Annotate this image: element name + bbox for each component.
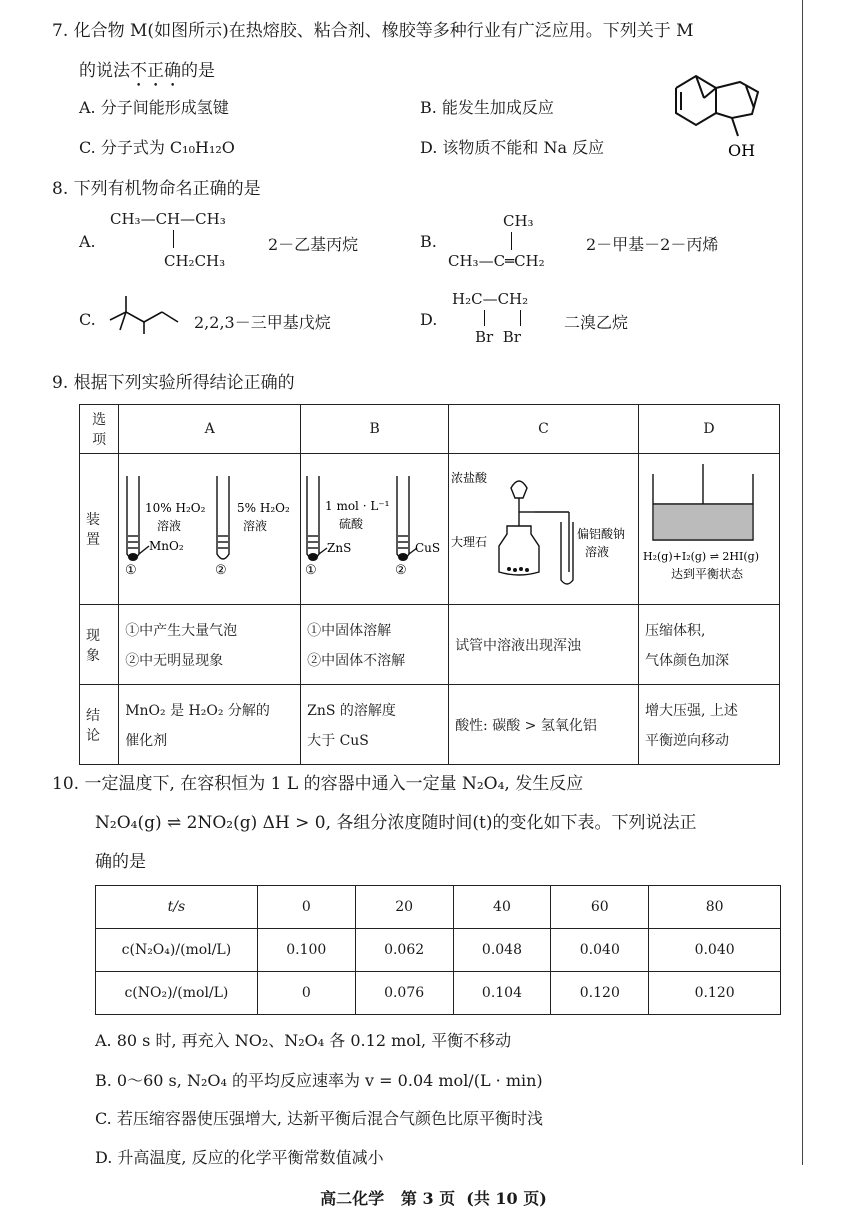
phenomenon-c xyxy=(449,605,639,685)
table-header-cell: 60 xyxy=(551,886,649,929)
table-header-cell: 80 xyxy=(649,886,781,929)
phenomenon-a-line2: ②中无明显现象 xyxy=(125,652,224,669)
q7-stem-post: 的是 xyxy=(181,61,215,81)
q8-b-name: 2－甲基－2－丙烯 xyxy=(586,235,719,254)
conclusion-d-line1: 增大压强, 上述 xyxy=(645,702,738,719)
a-num-2: ② xyxy=(215,563,227,578)
q10-option-a: A. 80 s 时, 再充入 NO₂、N₂O₄ 各 0.12 mol, 平衡不移动 xyxy=(95,1031,512,1050)
apparatus-c-drawing xyxy=(449,454,637,600)
table-row xyxy=(96,886,781,929)
q8-d-letter: D. xyxy=(420,310,438,329)
q9-row-label: 现象 xyxy=(80,605,119,685)
table-cell: 0.104 xyxy=(453,972,551,1015)
conclusion-d xyxy=(639,685,780,765)
q9-header-cell: D xyxy=(639,405,780,454)
q9-header-cell: 选项 xyxy=(80,405,119,454)
q8-d-name: 二溴乙烷 xyxy=(564,313,629,332)
a-label-2: 溶液 xyxy=(157,519,182,533)
oh-label: OH xyxy=(728,141,756,160)
q8-c-skeletal-structure xyxy=(106,292,186,336)
q9-header-cell: B xyxy=(301,405,449,454)
b-label-1: 1 mol · L⁻¹ xyxy=(325,499,390,513)
d-label-1: H₂(g)+I₂(g) ⇌ 2HI(g) xyxy=(643,550,759,563)
q8-b-bond xyxy=(511,232,512,250)
q8-a-bond xyxy=(173,230,174,248)
q8-b-formula-top: CH₃ xyxy=(503,212,534,230)
q8-d-bond-right xyxy=(520,310,521,326)
conclusion-c xyxy=(449,685,639,765)
q10-option-c: C. 若压缩容器使压强增大, 达新平衡后混合气颜色比原平衡时浅 xyxy=(95,1109,544,1128)
table-cell: 0.120 xyxy=(551,972,649,1015)
q8-stem: 8. 下列有机物命名正确的是 xyxy=(52,179,261,199)
table-cell: 0.100 xyxy=(257,929,355,972)
d-label-2: 达到平衡状态 xyxy=(671,567,744,581)
q7-option-a: A. 分子间能形成氢键 xyxy=(79,98,229,117)
conclusion-a xyxy=(119,685,301,765)
q7-option-d: D. 该物质不能和 Na 反应 xyxy=(420,138,605,157)
compound-m-structure xyxy=(668,68,788,168)
phenomenon-d-line1: 压缩体积, xyxy=(645,622,706,639)
q7-option-c: C. 分子式为 C₁₀H₁₂O xyxy=(79,138,235,157)
table-header-cell: t/s xyxy=(96,886,258,929)
q8-a-formula-bottom: CH₂CH₃ xyxy=(164,252,226,270)
q9-stem: 9. 根据下列实验所得结论正确的 xyxy=(52,373,295,393)
conclusion-a-line2: 催化剂 xyxy=(125,732,168,749)
phenomenon-b xyxy=(301,605,449,685)
apparatus-b-drawing xyxy=(301,454,447,600)
b-label-4: CuS xyxy=(415,541,441,555)
table-header-cell: 40 xyxy=(453,886,551,929)
q10-stem-line1: 10. 一定温度下, 在容积恒为 1 L 的容器中通入一定量 N₂O₄, 发生反应 xyxy=(52,774,584,794)
b-label-3: ZnS xyxy=(327,541,352,555)
q8-a-name: 2－乙基丙烷 xyxy=(268,235,359,254)
phenomenon-b-line1: ①中固体溶解 xyxy=(307,622,392,639)
table-cell: 0.076 xyxy=(355,972,453,1015)
table-header-cell: 20 xyxy=(355,886,453,929)
b-num-1: ① xyxy=(305,563,317,578)
conclusion-b-line1: ZnS 的溶解度 xyxy=(307,702,396,719)
page-footer: 高二化学 第 3 页 (共 10 页) xyxy=(320,1189,547,1208)
c-label-4: 溶液 xyxy=(585,545,610,559)
table-cell: 0.120 xyxy=(649,972,781,1015)
phenomenon-d-line2: 气体颜色加深 xyxy=(645,652,729,669)
a-num-1: ① xyxy=(125,563,137,578)
table-cell: 0.040 xyxy=(551,929,649,972)
q10-stem-line3: 确的是 xyxy=(95,852,146,872)
conclusion-d-line2: 平衡逆向移动 xyxy=(645,732,729,749)
q8-d-formula-top: H₂C—CH₂ xyxy=(452,290,529,308)
q9-experiment-table xyxy=(79,404,780,765)
table-cell: c(N₂O₄)/(mol/L) xyxy=(96,929,258,972)
c-label-1: 浓盐酸 xyxy=(451,471,488,485)
q9-header-cell: C xyxy=(449,405,639,454)
q8-d-bond-left xyxy=(484,310,485,326)
table-cell: 0.048 xyxy=(453,929,551,972)
q7-stem-line2 xyxy=(79,56,215,91)
q10-option-d: D. 升高温度, 反应的化学平衡常数值减小 xyxy=(95,1148,384,1167)
q9-header-cell: A xyxy=(119,405,301,454)
q9-conclusion-row xyxy=(80,685,780,765)
apparatus-d-drawing xyxy=(639,454,779,600)
apparatus-b-cell xyxy=(301,454,449,605)
apparatus-a-drawing xyxy=(119,454,299,600)
q8-b-formula-bottom: CH₃—C═CH₂ xyxy=(448,252,545,270)
phenomenon-d xyxy=(639,605,780,685)
conclusion-b xyxy=(301,685,449,765)
q8-a-formula-top: CH₃—CH—CH₃ xyxy=(110,210,226,228)
b-num-2: ② xyxy=(395,563,407,578)
q9-apparatus-row xyxy=(80,454,780,605)
q8-c-letter: C. xyxy=(79,310,96,329)
conclusion-c-line1: 酸性: 碳酸 > 氢氧化铝 xyxy=(455,717,597,734)
q7-stem-emphasis: 不正确 xyxy=(130,61,181,81)
q8-a-letter: A. xyxy=(79,232,96,251)
q7-stem-pre: 的说法 xyxy=(79,61,130,81)
q9-phenomena-row xyxy=(80,605,780,685)
b-label-2: 硫酸 xyxy=(339,517,364,531)
a-label-3: 5% H₂O₂ xyxy=(237,501,290,515)
phenomenon-a xyxy=(119,605,301,685)
table-cell: c(NO₂)/(mol/L) xyxy=(96,972,258,1015)
phenomenon-b-line2: ②中固体不溶解 xyxy=(307,652,406,669)
table-row xyxy=(96,929,781,972)
c-label-2: 大理石 xyxy=(451,535,488,549)
conclusion-a-line1: MnO₂ 是 H₂O₂ 分解的 xyxy=(125,702,270,719)
q9-header-row xyxy=(80,405,780,454)
q7-stem-line1: 7. 化合物 M(如图所示)在热熔胶、粘合剂、橡胶等多种行业有广泛应用。下列关于 M xyxy=(52,21,694,41)
table-row xyxy=(96,972,781,1015)
apparatus-d-cell xyxy=(639,454,780,605)
conclusion-b-line2: 大于 CuS xyxy=(307,732,369,749)
phenomenon-c-line1: 试管中溶液出现浑浊 xyxy=(455,637,582,654)
a-label-1: 10% H₂O₂ xyxy=(145,501,206,515)
q10-stem-line2: N₂O₄(g) ⇌ 2NO₂(g) ΔH > 0, 各组分浓度随时间(t)的变化如下表。下列说法正 xyxy=(95,813,697,833)
c-label-3: 偏铝酸钠 xyxy=(577,527,626,541)
a-label-5: MnO₂ xyxy=(149,539,184,553)
table-cell: 0 xyxy=(257,972,355,1015)
q8-d-formula-bottom: Br Br xyxy=(475,328,521,346)
apparatus-c-cell xyxy=(449,454,639,605)
apparatus-a-cell xyxy=(119,454,301,605)
q7-option-b: B. 能发生加成反应 xyxy=(420,98,554,117)
table-cell: 0.040 xyxy=(649,929,781,972)
q8-c-name: 2,2,3－三甲基戊烷 xyxy=(194,313,331,332)
a-label-4: 溶液 xyxy=(243,519,268,533)
table-cell: 0.062 xyxy=(355,929,453,972)
page-right-border xyxy=(802,0,803,1165)
q10-concentration-table xyxy=(95,885,781,1015)
q8-b-letter: B. xyxy=(420,232,437,251)
phenomenon-a-line1: ①中产生大量气泡 xyxy=(125,622,238,639)
q9-row-label: 装置 xyxy=(80,454,119,605)
q10-option-b: B. 0～60 s, N₂O₄ 的平均反应速率为 v = 0.04 mol/(L · min) xyxy=(95,1071,543,1090)
q9-row-label: 结论 xyxy=(80,685,119,765)
table-header-cell: 0 xyxy=(257,886,355,929)
